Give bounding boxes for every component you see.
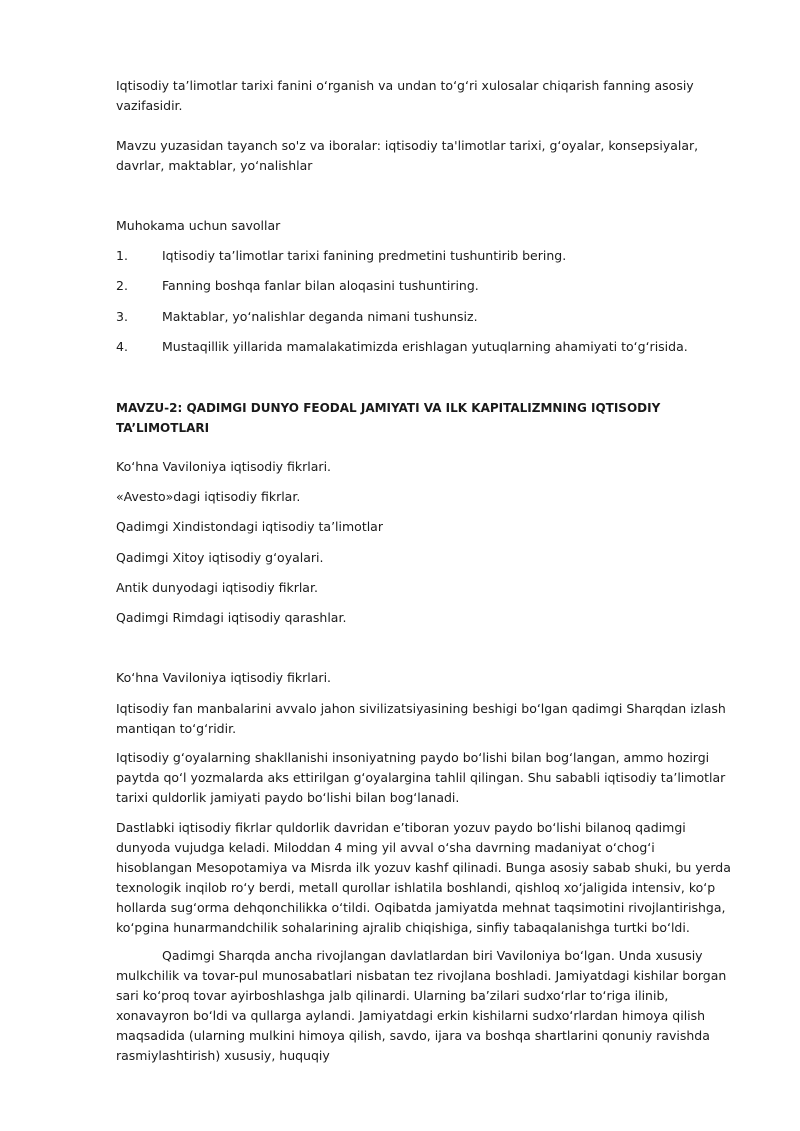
question-text: Maktablar, yo‘nalishlar deganda nimani tushunsiz. — [162, 309, 478, 324]
question-number: 2. — [116, 278, 128, 293]
section-title: Ko‘hna Vaviloniya iqtisodiy fikrlari. — [116, 670, 332, 685]
outline-item: Qadimgi Xindistondagi iqtisodiy ta’limotlar — [116, 519, 383, 534]
body-paragraph: Iqtisodiy g‘oyalarning shakllanishi insoniyatning paydo bo‘lishi bilan bog‘langan, ammo hozirgi paytda qo‘l yozmalarda aks ettirilgan g‘oyalargina tahlil qilingan. Shu sababli iqtisodiy ta’limotlar tarixi quldorlik jamiyati paydo bo‘lishi bilan bog‘lanadi. — [116, 750, 726, 805]
question-number: 4. — [116, 339, 128, 354]
question-text: Mustaqillik yillarida mamalakatimizda erishlagan yutuqlarning ahamiyati to‘g‘risida. — [162, 339, 688, 354]
question-number: 3. — [116, 309, 128, 324]
question-text: Iqtisodiy ta’limotlar tarixi fanining predmetini tushuntirib bering. — [162, 248, 567, 263]
question-text: Fanning boshqa fanlar bilan aloqasini tushuntiring. — [162, 278, 479, 293]
questions-title: Muhokama uchun savollar — [116, 218, 281, 233]
outline-item: Ko‘hna Vaviloniya iqtisodiy fikrlari. — [116, 459, 332, 474]
question-number: 1. — [116, 248, 128, 263]
outline-item: Antik dunyodagi iqtisodiy fikrlar. — [116, 580, 318, 595]
keywords-paragraph: Mavzu yuzasidan tayanch so'z va iboralar: iqtisodiy ta'limotlar tarixi, g‘oyalar, konsepsiyalar, davrlar, maktablar, yo‘nalishlar — [116, 138, 699, 173]
body-paragraph: Qadimgi Sharqda ancha rivojlangan davlatlardan biri Vaviloniya bo‘lgan. Unda xususiy mulkchilik va tovar-pul munosabatlari nisbatan tez rivojlana boshladi. Jamiyatdagi kishilar borgan sari ko‘proq tovar ayirboshlashga jalb qilinardi. Ularning ba’zilari sudxo‘rlar to‘riga ilinib, xonavayron bo‘ldi va qullarga aylandi. Jamiyatdagi erkin kishilarni sudxo‘rlardan himoya qilish maqsadida (ularning mulkini himoya qilish, savdo, ijara va boshqa shartlarini qonuniy ravishda rasmiylashtirish) xususiy, huquqiy — [116, 948, 727, 1063]
body-paragraph: Iqtisodiy fan manbalarini avvalo jahon sivilizatsiyasining beshigi bo‘lgan qadimgi Sharqdan izlash mantiqan to‘g‘ridir. — [116, 701, 726, 736]
body-paragraph: Dastlabki iqtisodiy fikrlar quldorlik davridan e’tiboran yozuv paydo bo‘lishi bilanoq qadimgi dunyoda vujudga keladi. Miloddan 4 ming yil avval o‘sha davrning madaniyat o‘chog‘i hisoblangan Mesopotamiya va Misrda ilk yozuv kashf qilinadi. Bunga asosiy sabab shuki, bu yerda texnologik inqilob ro‘y berdi, metall qurollar ishlatila boshlandi, qishloq xo‘jaligida intensiv, ko‘p hollarda sug‘orma dehqonchilikka o‘tildi. Oqibatda jamiyatda mehnat taqsimotini rivojlantirishga, ko‘pgina hunarmandchilik sohalarining ajralib chiqishiga, sinfiy tabaqalanishga turtki bo‘ldi. — [116, 820, 731, 935]
topic-heading: MAVZU-2: QADIMGI DUNYO FEODAL JAMIYATI VA ILK KAPITALIZMNING IQTISODIY TA’LIMOTLARI — [116, 401, 661, 435]
outline-item: «Avesto»dagi iqtisodiy fikrlar. — [116, 489, 301, 504]
intro-sentence: Iqtisodiy ta’limotlar tarixi fanini o‘rganish va undan to‘g‘ri xulosalar chiqarish fanning asosiy vazifasidir. — [116, 78, 694, 113]
outline-item: Qadimgi Rimdagi iqtisodiy qarashlar. — [116, 610, 347, 625]
outline-item: Qadimgi Xitoy iqtisodiy g‘oyalari. — [116, 550, 324, 565]
